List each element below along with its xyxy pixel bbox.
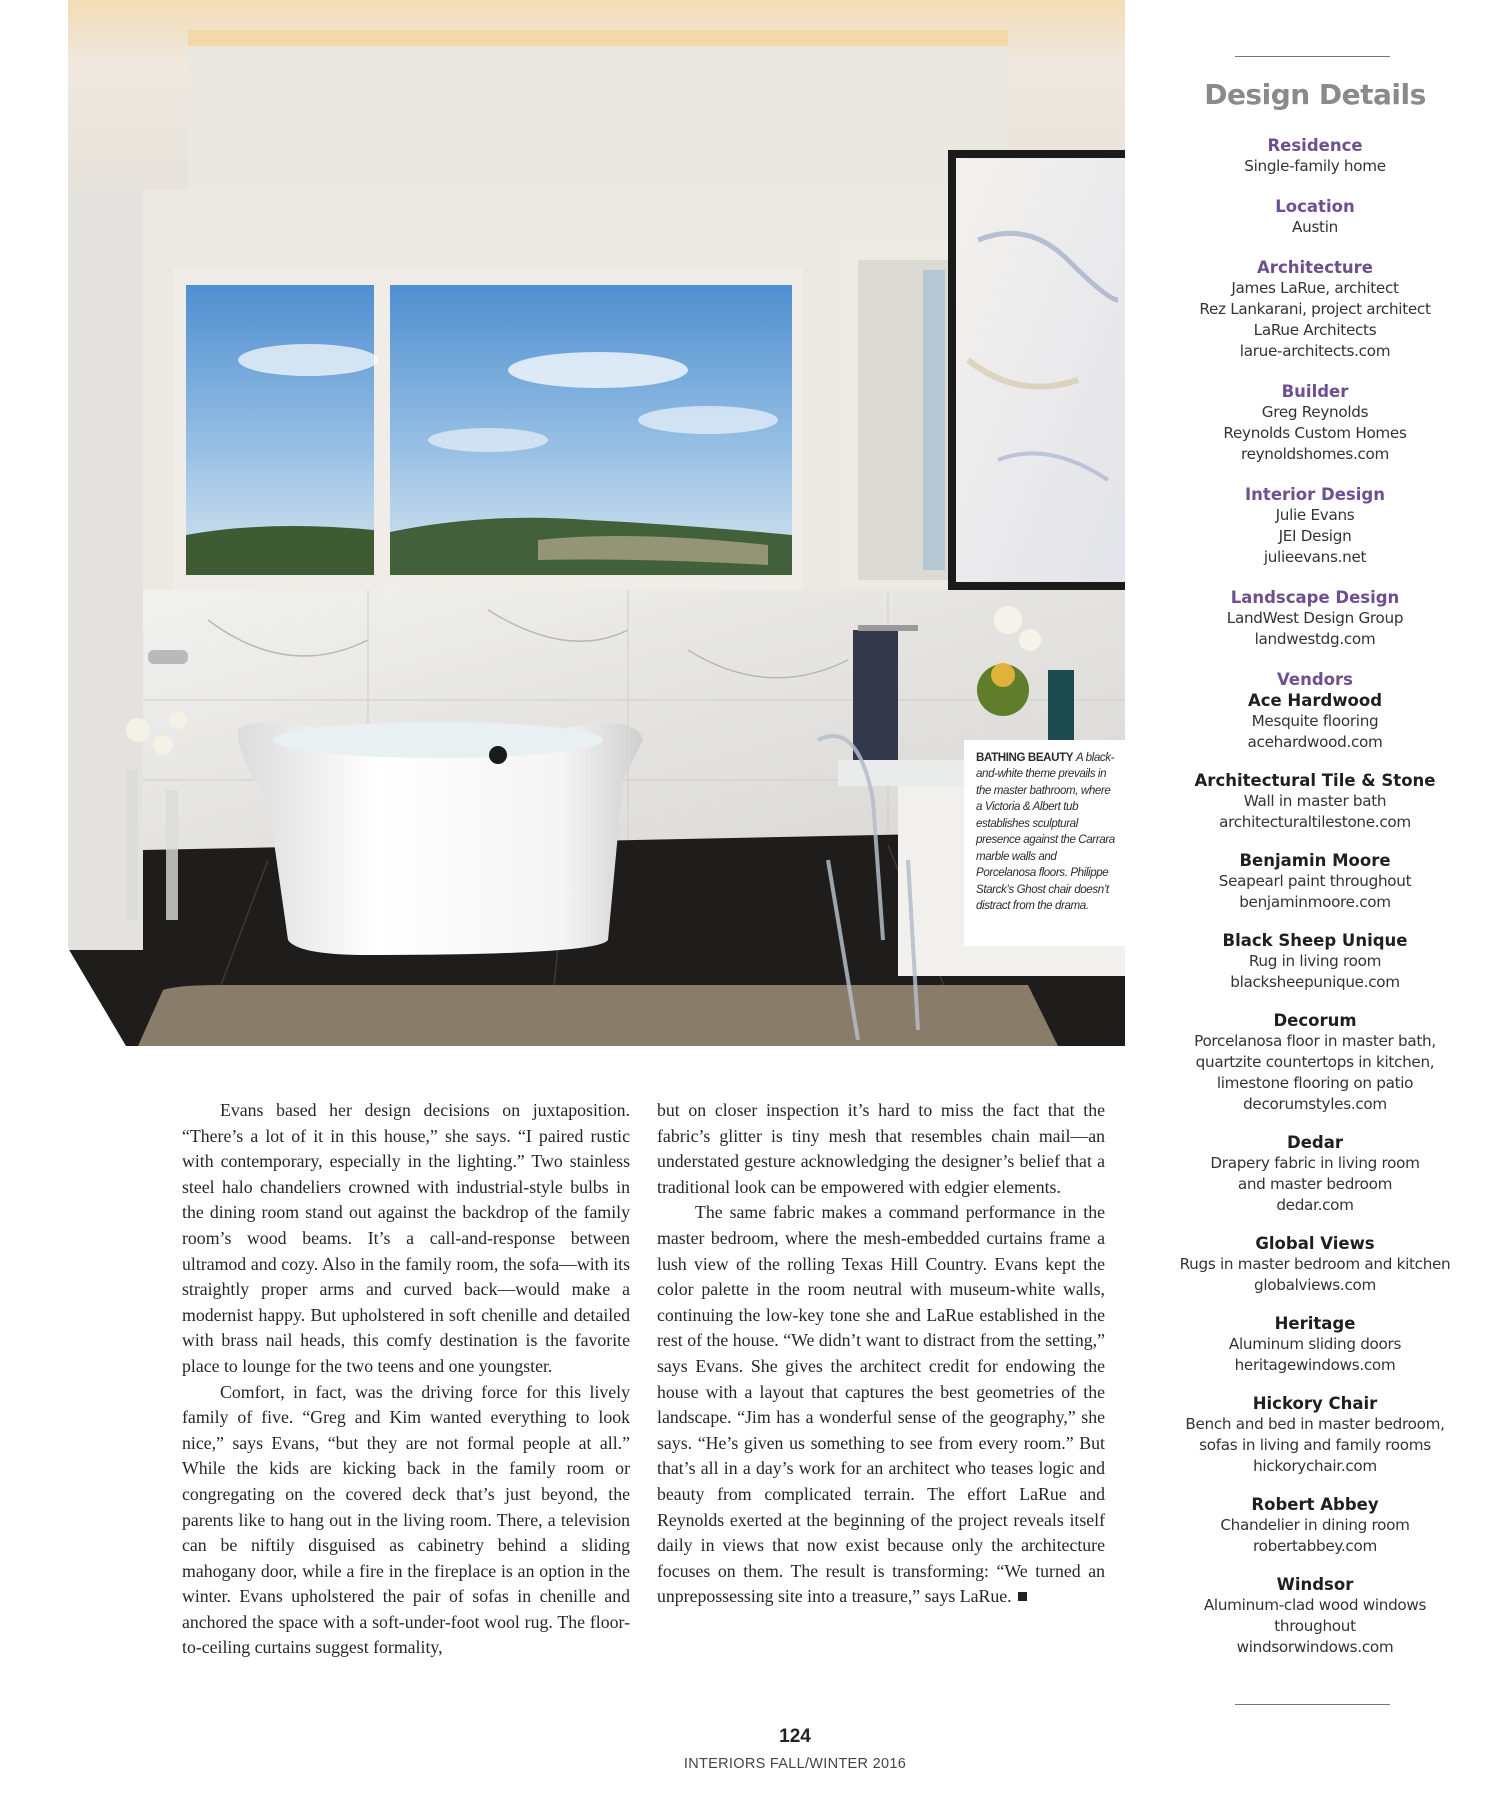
vendor-name: Dedar	[1287, 1133, 1343, 1152]
article-paragraph: Comfort, in fact, was the driving force for this lively family of five. “Greg and Kim wanted everything to look nice,” says Evans, “but they are not formal people at all.” While the kids are kicking back in the family room or congregating on the covered deck that’s just beyond, the parents like to hang out in the living room. There, a television can be niftily disguised as cabinetry behind a sliding mahogany door, while a fire in the fireplace is an option in the winter. Evans upholstered the pair of sofas in chenille and anchored the space with a soft-under-foot wool rug. The floor-to-ceiling curtains suggest formality,	[182, 1381, 630, 1658]
vendor-line: globalviews.com	[1254, 1276, 1376, 1294]
detail-line: Greg Reynolds	[1261, 403, 1369, 421]
detail-head: Location	[1275, 197, 1355, 216]
vendor-line: hickorychair.com	[1253, 1457, 1377, 1475]
vendor-name: Decorum	[1273, 1011, 1357, 1030]
vendor-name: Robert Abbey	[1251, 1495, 1379, 1514]
vendor-line: Wall in master bath	[1243, 792, 1387, 810]
vendor-line: Aluminum sliding doors	[1228, 1335, 1402, 1353]
detail-residence	[1160, 135, 1470, 177]
sidebar-rule-top	[1235, 56, 1390, 57]
detail-architecture	[1160, 257, 1470, 362]
vendor-hickory-chair	[1160, 1393, 1470, 1477]
detail-line: LandWest Design Group	[1226, 609, 1404, 627]
vendors-head: Vendors	[1277, 670, 1353, 689]
vendor-line: Seapearl paint throughout	[1218, 872, 1412, 890]
vendor-line: Bench and bed in master bedroom,	[1185, 1415, 1445, 1433]
vendor-name: Hickory Chair	[1252, 1394, 1378, 1413]
vendor-line: decorumstyles.com	[1243, 1095, 1387, 1113]
design-details-sidebar	[1160, 0, 1490, 1800]
detail-line: Reynolds Custom Homes	[1223, 424, 1407, 442]
vendor-line: quartzite countertops in kitchen,	[1195, 1053, 1435, 1071]
vendor-line: Chandelier in dining room	[1220, 1516, 1410, 1534]
vendor-line: and master bedroom	[1237, 1175, 1393, 1193]
article-paragraph-last	[657, 1200, 1105, 1610]
publication-line: INTERIORS FALL/WINTER 2016	[683, 1756, 907, 1772]
vendor-heritage	[1160, 1313, 1470, 1376]
vendor-black-sheep-unique	[1160, 930, 1470, 993]
vendor-line: Rugs in master bedroom and kitchen	[1179, 1255, 1451, 1273]
vendor-line: Aluminum-clad wood windows	[1203, 1596, 1427, 1614]
vendor-decorum	[1160, 1010, 1470, 1115]
towel	[853, 630, 898, 760]
vendor-name: Architectural Tile & Stone	[1194, 771, 1436, 790]
sidebar-rule-bottom	[1235, 1704, 1390, 1705]
vendor-name: Benjamin Moore	[1239, 851, 1391, 870]
article-column-left	[182, 1098, 630, 1661]
vendor-line: robertabbey.com	[1253, 1537, 1377, 1555]
sidebar-title: Design Details	[1204, 78, 1426, 111]
detail-line: Single-family home	[1244, 157, 1386, 175]
vendor-line: acehardwood.com	[1247, 733, 1383, 751]
bath-rug	[138, 985, 1058, 1046]
vendor-line: benjaminmoore.com	[1239, 893, 1391, 911]
detail-head: Interior Design	[1245, 485, 1385, 504]
detail-head: Landscape Design	[1230, 588, 1400, 607]
detail-head: Builder	[1281, 382, 1349, 401]
vendor-name: Windsor	[1276, 1575, 1354, 1594]
vendor-line: heritagewindows.com	[1234, 1356, 1396, 1374]
vendor-line: sofas in living and family rooms	[1199, 1436, 1431, 1454]
detail-line: LaRue Architects	[1253, 321, 1377, 339]
vendor-name: Ace Hardwood	[1247, 691, 1383, 710]
vendor-line: Porcelanosa floor in master bath,	[1194, 1032, 1436, 1050]
detail-line: Rez Lankarani, project architect	[1199, 300, 1431, 318]
vendor-name: Heritage	[1274, 1314, 1356, 1333]
vendor-global-views	[1160, 1233, 1470, 1296]
vendor-windsor	[1160, 1574, 1470, 1658]
vendor-line: throughout	[1274, 1617, 1356, 1635]
page-number: 124	[779, 1726, 811, 1747]
detail-landscape-design	[1160, 587, 1470, 650]
vendor-line: Mesquite flooring	[1251, 712, 1379, 730]
photo-caption	[964, 740, 1125, 946]
vendor-name: Global Views	[1255, 1234, 1375, 1253]
vendor-line: blacksheepunique.com	[1230, 973, 1400, 991]
details-list	[1160, 135, 1470, 1675]
article-paragraph: but on closer inspection it’s hard to miss the fact that the fabric’s glitter is tiny mesh that resembles chain mail—an understated gesture acknowledging the designer’s belief that a traditional look can be empowered with edgier elements.	[657, 1100, 1105, 1197]
caption-head: BATHING BEAUTY	[976, 752, 1074, 764]
detail-head: Residence	[1267, 136, 1363, 155]
detail-line: JEI Design	[1278, 527, 1352, 545]
end-mark-icon	[1018, 1592, 1027, 1601]
vendor-line: windsorwindows.com	[1236, 1638, 1394, 1656]
vendor-name: Black Sheep Unique	[1222, 931, 1408, 950]
detail-line: landwestdg.com	[1254, 630, 1376, 648]
article-column-right	[657, 1098, 1105, 1610]
vendor-line: architecturaltilestone.com	[1219, 813, 1411, 831]
detail-head: Architecture	[1257, 258, 1373, 277]
detail-line: Julie Evans	[1275, 506, 1355, 524]
detail-line: James LaRue, architect	[1231, 279, 1399, 297]
article-paragraph-text: The same fabric makes a command performance in the master bedroom, where the mesh-embedded curtains frame a lush view of the rolling Texas Hill Country. Evans kept the color palette in the room neutral with museum-white walls, continuing the low-key tone she and LaRue established in the rest of the house. “We didn’t want to distract from the setting,” says Evans. She gives the architect credit for endowing the house with a layout that captures the best geometries of the landscape. “Jim has a wonderful sense of the geography,” she says. “He’s given us something to see from every room.” But that’s all in a day’s work for an architect who teases logic and beauty from complicated terrain. The effort LaRue and Reynolds exerted at the beginning of the project reveals itself daily in views that now exist because only the architecture focuses on them. The result is transforming: “We turned an unprepossessing site into a treasure,” says LaRue.	[657, 1202, 1105, 1607]
vendor-architectural-tile-stone	[1160, 770, 1470, 833]
vendor-line: limestone flooring on patio	[1216, 1074, 1414, 1092]
article-paragraph: Evans based her design decisions on juxtaposition. “There’s a lot of it in this house,” she says. “I paired rustic with contemporary, especially in the lighting.” Two stainless steel halo chandeliers crowned with industrial-style bulbs in the dining room stand out against the backdrop of the family room’s wood beams. It’s a call-and-response between ultramod and cozy. Also in the family room, the sofa—with its straightly proper arms and curved back—would make a modernist happy. But upholstered in soft chenille and detailed with brass nail heads, this comfy destination is the favorite place to lounge for the two teens and one youngster.	[182, 1100, 630, 1376]
vendor-robert-abbey	[1160, 1494, 1470, 1557]
detail-line: larue-architects.com	[1239, 342, 1391, 360]
vendor-line: Rug in living room	[1248, 952, 1382, 970]
detail-line: Austin	[1292, 218, 1338, 236]
vendor-dedar	[1160, 1132, 1470, 1216]
detail-interior-design	[1160, 484, 1470, 568]
detail-line: reynoldshomes.com	[1240, 445, 1390, 463]
detail-line: julieevans.net	[1263, 548, 1367, 566]
vendor-ace-hardwood	[1160, 690, 1470, 753]
caption-body: A black-and-white theme prevails in the master bathroom, where a Victoria & Albert tub establishes sculptural presence against the Carrara marble walls and Porcelanosa floors. Philippe Starck’s Ghost chair doesn’t distract from the drama.	[976, 752, 1115, 913]
detail-location	[1160, 196, 1470, 238]
vendor-benjamin-moore	[1160, 850, 1470, 913]
detail-builder	[1160, 381, 1470, 465]
vendor-line: dedar.com	[1276, 1196, 1354, 1214]
vendor-line: Drapery fabric in living room	[1210, 1154, 1420, 1172]
